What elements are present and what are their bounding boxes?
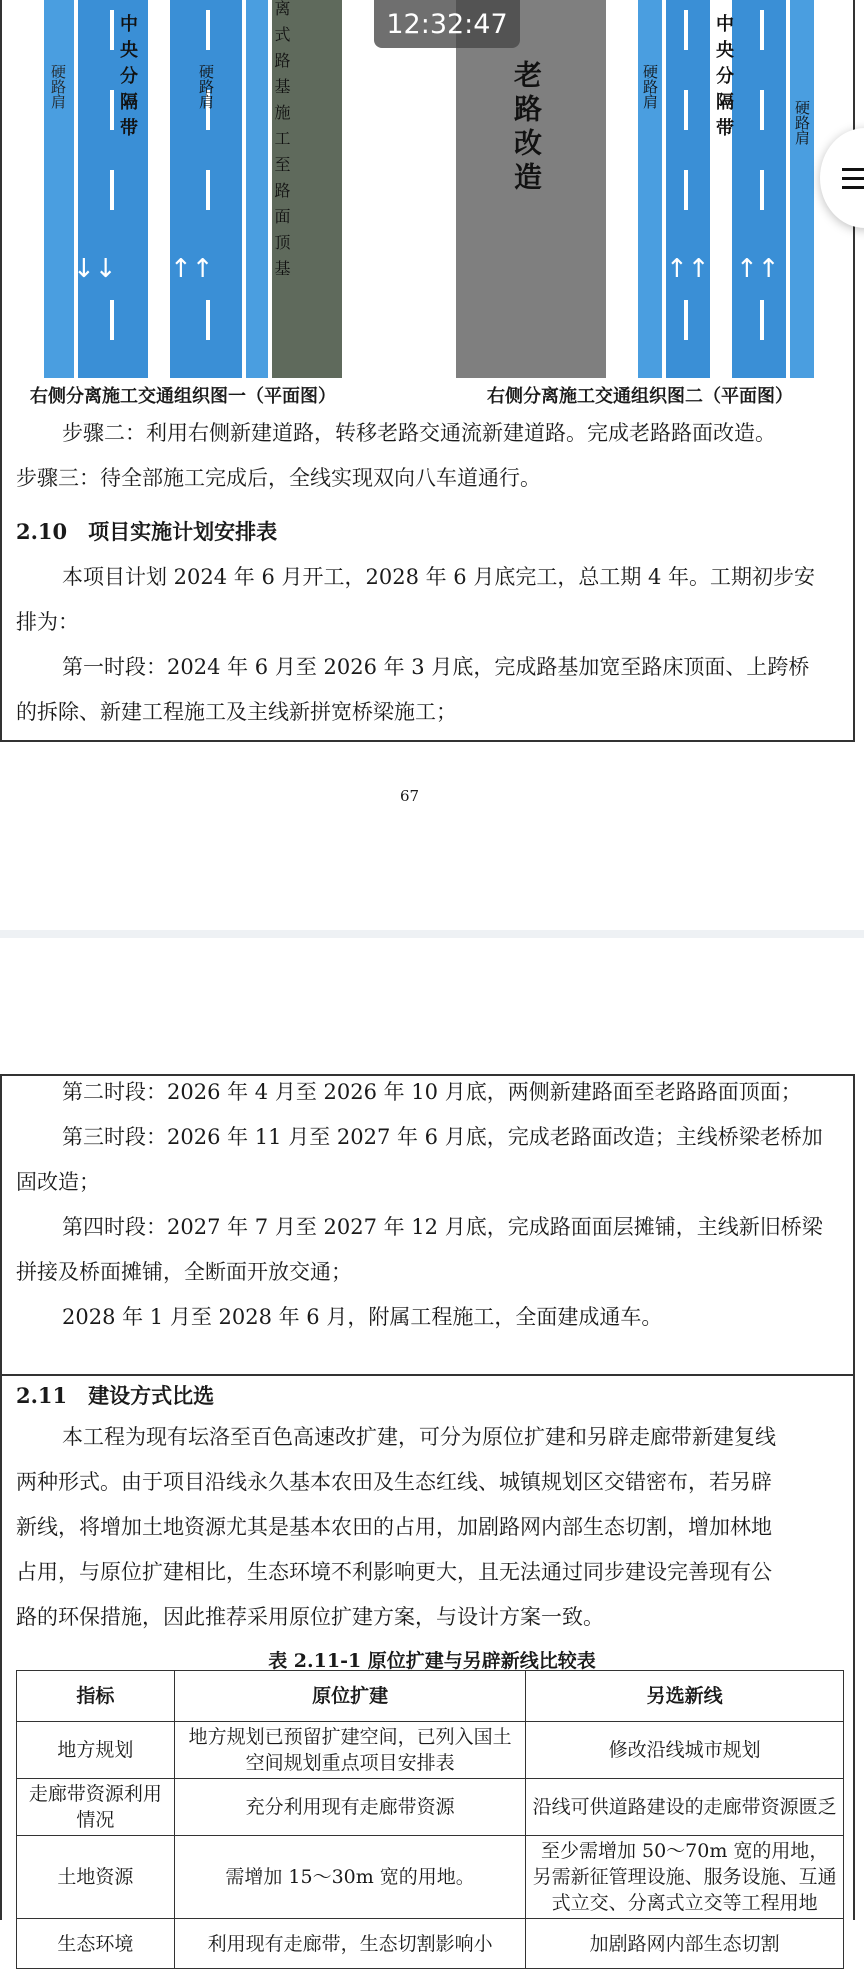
arrow-down-icon: ↓↓ (73, 254, 117, 284)
cmp-text-4: 占用，与原位扩建相比，生态环境不利影响更大，且无法通过同步建设完善现有公 (16, 1560, 772, 1584)
arrow-up-icon: ↑↑ (170, 254, 214, 284)
status-time-badge: 12:32:47 (374, 0, 520, 48)
page-frame-bottom (0, 740, 855, 742)
cmp-text-5: 路的环保措施，因此推荐采用原位扩建方案，与设计方案一致。 (16, 1605, 604, 1629)
arrow-up-icon-3: ↑↑ (736, 254, 780, 284)
table-cell: 充分利用现有走廊带资源 (174, 1779, 526, 1836)
traffic-diagram-right (456, 0, 816, 378)
table-cell: 修改沿线城市规划 (526, 1722, 844, 1779)
label-old-road: 老路改造 (510, 60, 543, 196)
comparison-table (16, 1670, 844, 1969)
caption-right: 右侧分离施工交通组织图二（平面图） (487, 386, 793, 407)
table-cell: 地方规划已预留扩建空间，已列入国土空间规划重点项目安排表 (174, 1722, 526, 1779)
table-cell: 地方规划 (17, 1722, 175, 1779)
step2-text: 步骤二：利用右侧新建道路，转移老路交通流新建道路。完成老路路面改造。 (62, 421, 776, 445)
table-cell: 利用现有走廊带，生态切割影响小 (174, 1919, 526, 1969)
table-header: 原位扩建 (174, 1671, 526, 1722)
table-header: 另选新线 (526, 1671, 844, 1722)
table-row (17, 1722, 844, 1779)
phase1-text-2: 的拆除、新建工程施工及主线新拼宽桥梁施工； (16, 700, 457, 724)
table-header-row (17, 1671, 844, 1722)
table-header: 指标 (17, 1671, 175, 1722)
table-row (17, 1836, 844, 1919)
median-strip (148, 0, 170, 378)
label-shoulder-left: 硬路肩 (49, 64, 67, 109)
label-median: 中央分隔带 (117, 14, 138, 144)
label-right-median: 中央分隔带 (713, 14, 734, 144)
page-separator (0, 930, 864, 938)
caption-left: 右侧分离施工交通组织图一（平面图） (30, 386, 336, 407)
right-fig-shoulder-right (790, 0, 814, 378)
page2-frame-left (0, 1074, 2, 1920)
table-title: 表 2.11-1 原位扩建与另辟新线比较表 (268, 1650, 596, 1672)
label-right-shoulder-left: 硬路肩 (641, 64, 659, 109)
table-cell: 加剧路网内部生态切割 (526, 1919, 844, 1969)
table-cell: 土地资源 (17, 1836, 175, 1919)
cmp-text-2: 两种形式。由于项目沿线永久基本农田及生态红线、城镇规划区交错密布，若另辟 (16, 1470, 772, 1494)
table-cell: 至少需增加 50～70m 宽的用地，另需新征管理设施、服务设施、互通式立交、分离式立交等工程用地 (526, 1836, 844, 1919)
table-row (17, 1779, 844, 1836)
phase1-text-1: 第一时段：2024 年 6 月至 2026 年 3 月底，完成路基加宽至路床顶面、上跨桥 (62, 655, 810, 679)
page2-section-divider (0, 1374, 855, 1376)
table-cell: 需增加 15～30m 宽的用地。 (174, 1836, 526, 1919)
phase2-text: 第二时段：2026 年 4 月至 2026 年 10 月底，两侧新建路面至老路路面顶面； (62, 1080, 802, 1104)
phase3-text-2: 固改造； (16, 1170, 100, 1194)
label-shoulder-right: 硬路肩 (197, 64, 215, 109)
step3-text: 步骤三：待全部施工完成后，全线实现双向八车道通行。 (16, 466, 541, 490)
section-2-11-heading: 2.11 建设方式比选 (16, 1383, 215, 1408)
cmp-text-1: 本工程为现有坛洛至百色高速改扩建，可分为原位扩建和另辟走廊带新建复线 (62, 1425, 776, 1449)
right-shoulder (246, 0, 268, 378)
page-number: 67 (400, 787, 420, 805)
plan-text-1: 本项目计划 2024 年 6 月开工，2028 年 6 月底完工，总工期 4 年。工期初步安 (62, 565, 816, 589)
table-cell: 沿线可供道路建设的走廊带资源匮乏 (526, 1779, 844, 1836)
phase3-text-1: 第三时段：2026 年 11 月至 2027 年 6 月底，完成老路面改造；主线桥梁老桥加 (62, 1125, 823, 1149)
phase4-text-2: 拼接及桥面摊铺，全断面开放交通； (16, 1260, 352, 1284)
page-frame-left (0, 0, 2, 742)
cmp-text-3: 新线，将增加土地资源尤其是基本农田的占用，加剧路网内部生态切割，增加林地 (16, 1515, 772, 1539)
label-construction: 离式路基施工至路面顶基 (272, 0, 291, 286)
table-cell: 走廊带资源利用情况 (17, 1779, 175, 1836)
page2-frame-right (853, 1074, 855, 1920)
final-phase-text: 2028 年 1 月至 2028 年 6 月，附属工程施工，全面建成通车。 (62, 1305, 663, 1329)
arrow-up-icon-2: ↑↑ (666, 254, 710, 284)
table-row (17, 1919, 844, 1969)
left-shoulder (44, 0, 74, 378)
phase4-text-1: 第四时段：2027 年 7 月至 2027 年 12 月底，完成路面面层摊铺，主线新旧桥梁 (62, 1215, 823, 1239)
page-frame-right (853, 0, 855, 742)
plan-text-2: 排为： (16, 610, 79, 634)
traffic-diagram-left (44, 0, 344, 378)
document-page-67 (0, 0, 864, 930)
label-right-shoulder-right: 硬路肩 (793, 100, 811, 145)
table-cell: 生态环境 (17, 1919, 175, 1969)
section-2-10-heading: 2.10 项目实施计划安排表 (16, 519, 278, 544)
right-fig-shoulder-left (638, 0, 662, 378)
